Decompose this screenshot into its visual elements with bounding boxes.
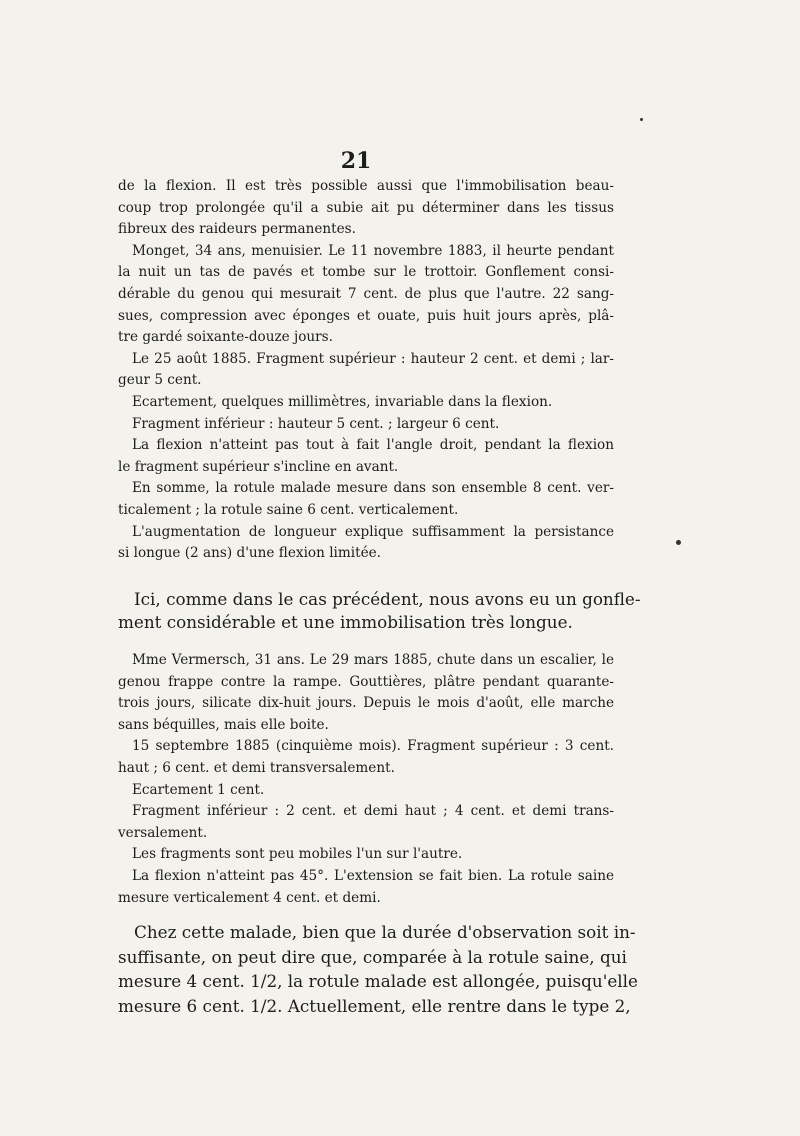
text-line: fibreux des raideurs permanentes. xyxy=(118,221,356,238)
observation-vermersch xyxy=(118,650,614,909)
commentary-vermersch xyxy=(118,920,638,1018)
text-line: versalement. xyxy=(118,824,208,841)
text-line: tre gardé soixante-douze jours. xyxy=(118,329,333,346)
page-number: 21 xyxy=(340,148,372,174)
text-line: Ecartement 1 cent. xyxy=(132,781,265,798)
text-line: ticalement ; la rotule saine 6 cent. verticalement. xyxy=(118,501,459,518)
text-line: La flexion n'atteint pas 45°. L'extension se fait bien. La rotule saine xyxy=(132,867,614,884)
text-line: si longue (2 ans) d'une flexion limitée. xyxy=(118,545,381,562)
text-line: suffisante, on peut dire que, comparée à la rotule saine, qui xyxy=(118,946,627,967)
text-line: L'augmentation de longueur explique suffisamment la persistance xyxy=(132,523,614,540)
text-line: Mme Vermersch, 31 ans. Le 29 mars 1885, chute dans un escalier, le xyxy=(132,652,614,668)
text-line: geur 5 cent. xyxy=(118,372,202,389)
text-line: dérable du genou qui mesurait 7 cent. de plus que l'autre. 22 sang- xyxy=(118,285,614,302)
text-line: ment considérable et une immobilisation très longue. xyxy=(118,611,573,632)
observation-monget xyxy=(118,176,614,565)
text-line: Ici, comme dans le cas précédent, nous avons eu un gonfle- xyxy=(134,589,641,609)
text-line: mesure 4 cent. 1/2, la rotule malade est allongée, puisqu'elle xyxy=(118,971,638,991)
text-line: genou frappe contre la rampe. Gouttières, plâtre pendant quarante- xyxy=(118,673,614,690)
text-line: de la flexion. Il est très possible aussi que l'immobilisation beau- xyxy=(118,178,614,194)
text-line: Ecartement, quelques millimètres, invariable dans la flexion. xyxy=(132,393,553,410)
ink-speck xyxy=(640,118,643,121)
text-line: Chez cette malade, bien que la durée d'observation soit in- xyxy=(134,922,636,942)
text-line: la nuit un tas de pavés et tombe sur le trottoir. Gonflement consi- xyxy=(118,264,614,281)
text-line: sans béquilles, mais elle boite. xyxy=(118,716,329,733)
text-line: Le 25 août 1885. Fragment supérieur : hauteur 2 cent. et demi ; lar- xyxy=(132,350,614,367)
text-line: En somme, la rotule malade mesure dans son ensemble 8 cent. ver- xyxy=(132,480,614,497)
text-line: coup trop prolongée qu'il a subie ait pu déterminer dans les tissus xyxy=(118,199,614,216)
text-line: trois jours, silicate dix-huit jours. Depuis le mois d'août, elle marche xyxy=(118,695,614,712)
text-line: mesure 6 cent. 1/2. Actuellement, elle rentre dans le type 2, xyxy=(118,995,631,1016)
text-line: Les fragments sont peu mobiles l'un sur l'autre. xyxy=(132,846,463,863)
commentary-monget xyxy=(118,588,641,633)
ink-speck xyxy=(676,540,681,545)
text-line: Fragment inférieur : 2 cent. et demi haut ; 4 cent. et demi trans- xyxy=(132,803,614,820)
text-line: haut ; 6 cent. et demi transversalement. xyxy=(118,759,395,776)
text-line: Monget, 34 ans, menuisier. Le 11 novembre 1883, il heurte pendant xyxy=(132,242,614,259)
text-line: Fragment inférieur : hauteur 5 cent. ; largeur 6 cent. xyxy=(132,415,500,432)
text-line: le fragment supérieur s'incline en avant. xyxy=(118,458,399,475)
text-line: mesure verticalement 4 cent. et demi. xyxy=(118,889,381,906)
text-line: La flexion n'atteint pas tout à fait l'angle droit, pendant la flexion xyxy=(132,437,614,454)
text-line: sues, compression avec éponges et ouate, puis huit jours après, plâ- xyxy=(118,307,614,324)
text-line: 15 septembre 1885 (cinquième mois). Fragment supérieur : 3 cent. xyxy=(132,738,614,755)
